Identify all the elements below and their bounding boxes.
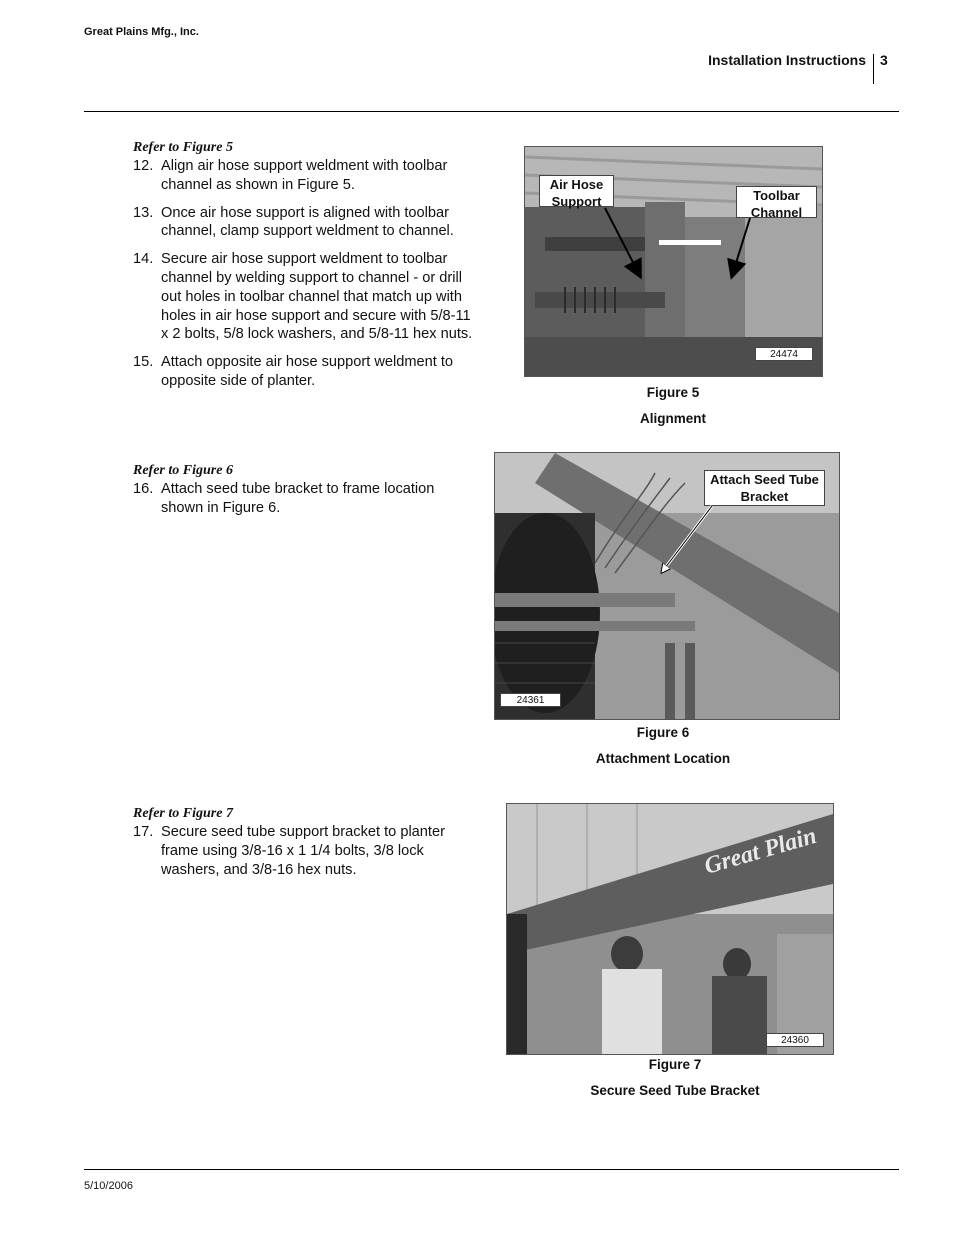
callout-air-hose-support: Air Hose Support	[539, 175, 614, 207]
step-number: 15.	[133, 354, 154, 371]
step-number: 14.	[133, 251, 154, 268]
step-item	[133, 823, 477, 879]
step-item	[133, 204, 477, 242]
step-list	[133, 480, 477, 518]
figure-5-arrows	[600, 200, 760, 290]
figure-5-number: Figure 5	[646, 385, 700, 400]
refer-label: Refer to Figure 6	[133, 463, 233, 478]
header-rule	[84, 111, 899, 112]
step-number: 12.	[133, 158, 154, 174]
step-item	[133, 353, 477, 391]
figure-5-photo-id: 24474	[755, 347, 813, 361]
step-number: 17.	[133, 824, 154, 840]
callout-toolbar-channel: Toolbar Channel	[736, 186, 817, 218]
instruction-block-fig6	[133, 463, 477, 527]
step-number: 13.	[133, 204, 154, 221]
step-text: Attach opposite air hose support weldment to opposite side of planter.	[161, 354, 454, 389]
figure-6-number: Figure 6	[636, 725, 690, 740]
figure-6-photo-id: 24361	[500, 693, 561, 707]
step-text: Attach seed tube bracket to frame location shown in Figure 6.	[161, 481, 435, 516]
step-text: Secure air hose support weldment to toolbar channel by welding support to channel - or drill out holes in toolbar channel that match up with holes in air hose support and secure with 5/8-11 x 2 bolts, 5/8 lock washers, and 5/8-11 hex nuts.	[161, 251, 473, 343]
step-text: Once air hose support is aligned with toolbar channel, clamp support weldment to channel.	[161, 204, 454, 240]
footer-rule	[84, 1169, 899, 1170]
figure-7-photo-id: 24360	[766, 1033, 824, 1047]
step-text: Align air hose support weldment with toolbar channel as shown in Figure 5.	[161, 158, 448, 193]
header-separator	[873, 54, 874, 84]
step-item	[133, 250, 477, 344]
footer-date: 5/10/2006	[84, 1180, 133, 1192]
step-item	[133, 480, 477, 518]
refer-label: Refer to Figure 7	[133, 806, 233, 821]
instruction-block-fig7	[133, 806, 477, 888]
step-item	[133, 157, 477, 195]
page-number: 3	[880, 52, 888, 68]
photo-lettering: Great Plain	[701, 822, 820, 880]
step-number: 16.	[133, 481, 154, 497]
company-name: Great Plains Mfg., Inc.	[84, 26, 199, 38]
instruction-block-fig5	[133, 140, 477, 400]
step-list	[133, 157, 477, 391]
section-title: Installation Instructions	[708, 52, 866, 68]
figure-7-photo	[506, 803, 834, 1055]
figure-7-number: Figure 7	[648, 1057, 702, 1072]
figure-6-arrow	[650, 500, 730, 585]
callout-attach-seed-tube-bracket: Attach Seed Tube Bracket	[704, 470, 825, 506]
figure-6-caption: Attachment Location	[595, 751, 731, 766]
figure-7-caption: Secure Seed Tube Bracket	[590, 1083, 760, 1098]
step-text: Secure seed tube support bracket to planter frame using 3/8-16 x 1 1/4 bolts, 3/8 lock washers, and 3/8-16 hex nuts.	[161, 824, 445, 878]
figure-5-caption: Alignment	[640, 411, 706, 426]
refer-label: Refer to Figure 5	[133, 140, 233, 155]
step-list	[133, 823, 477, 879]
